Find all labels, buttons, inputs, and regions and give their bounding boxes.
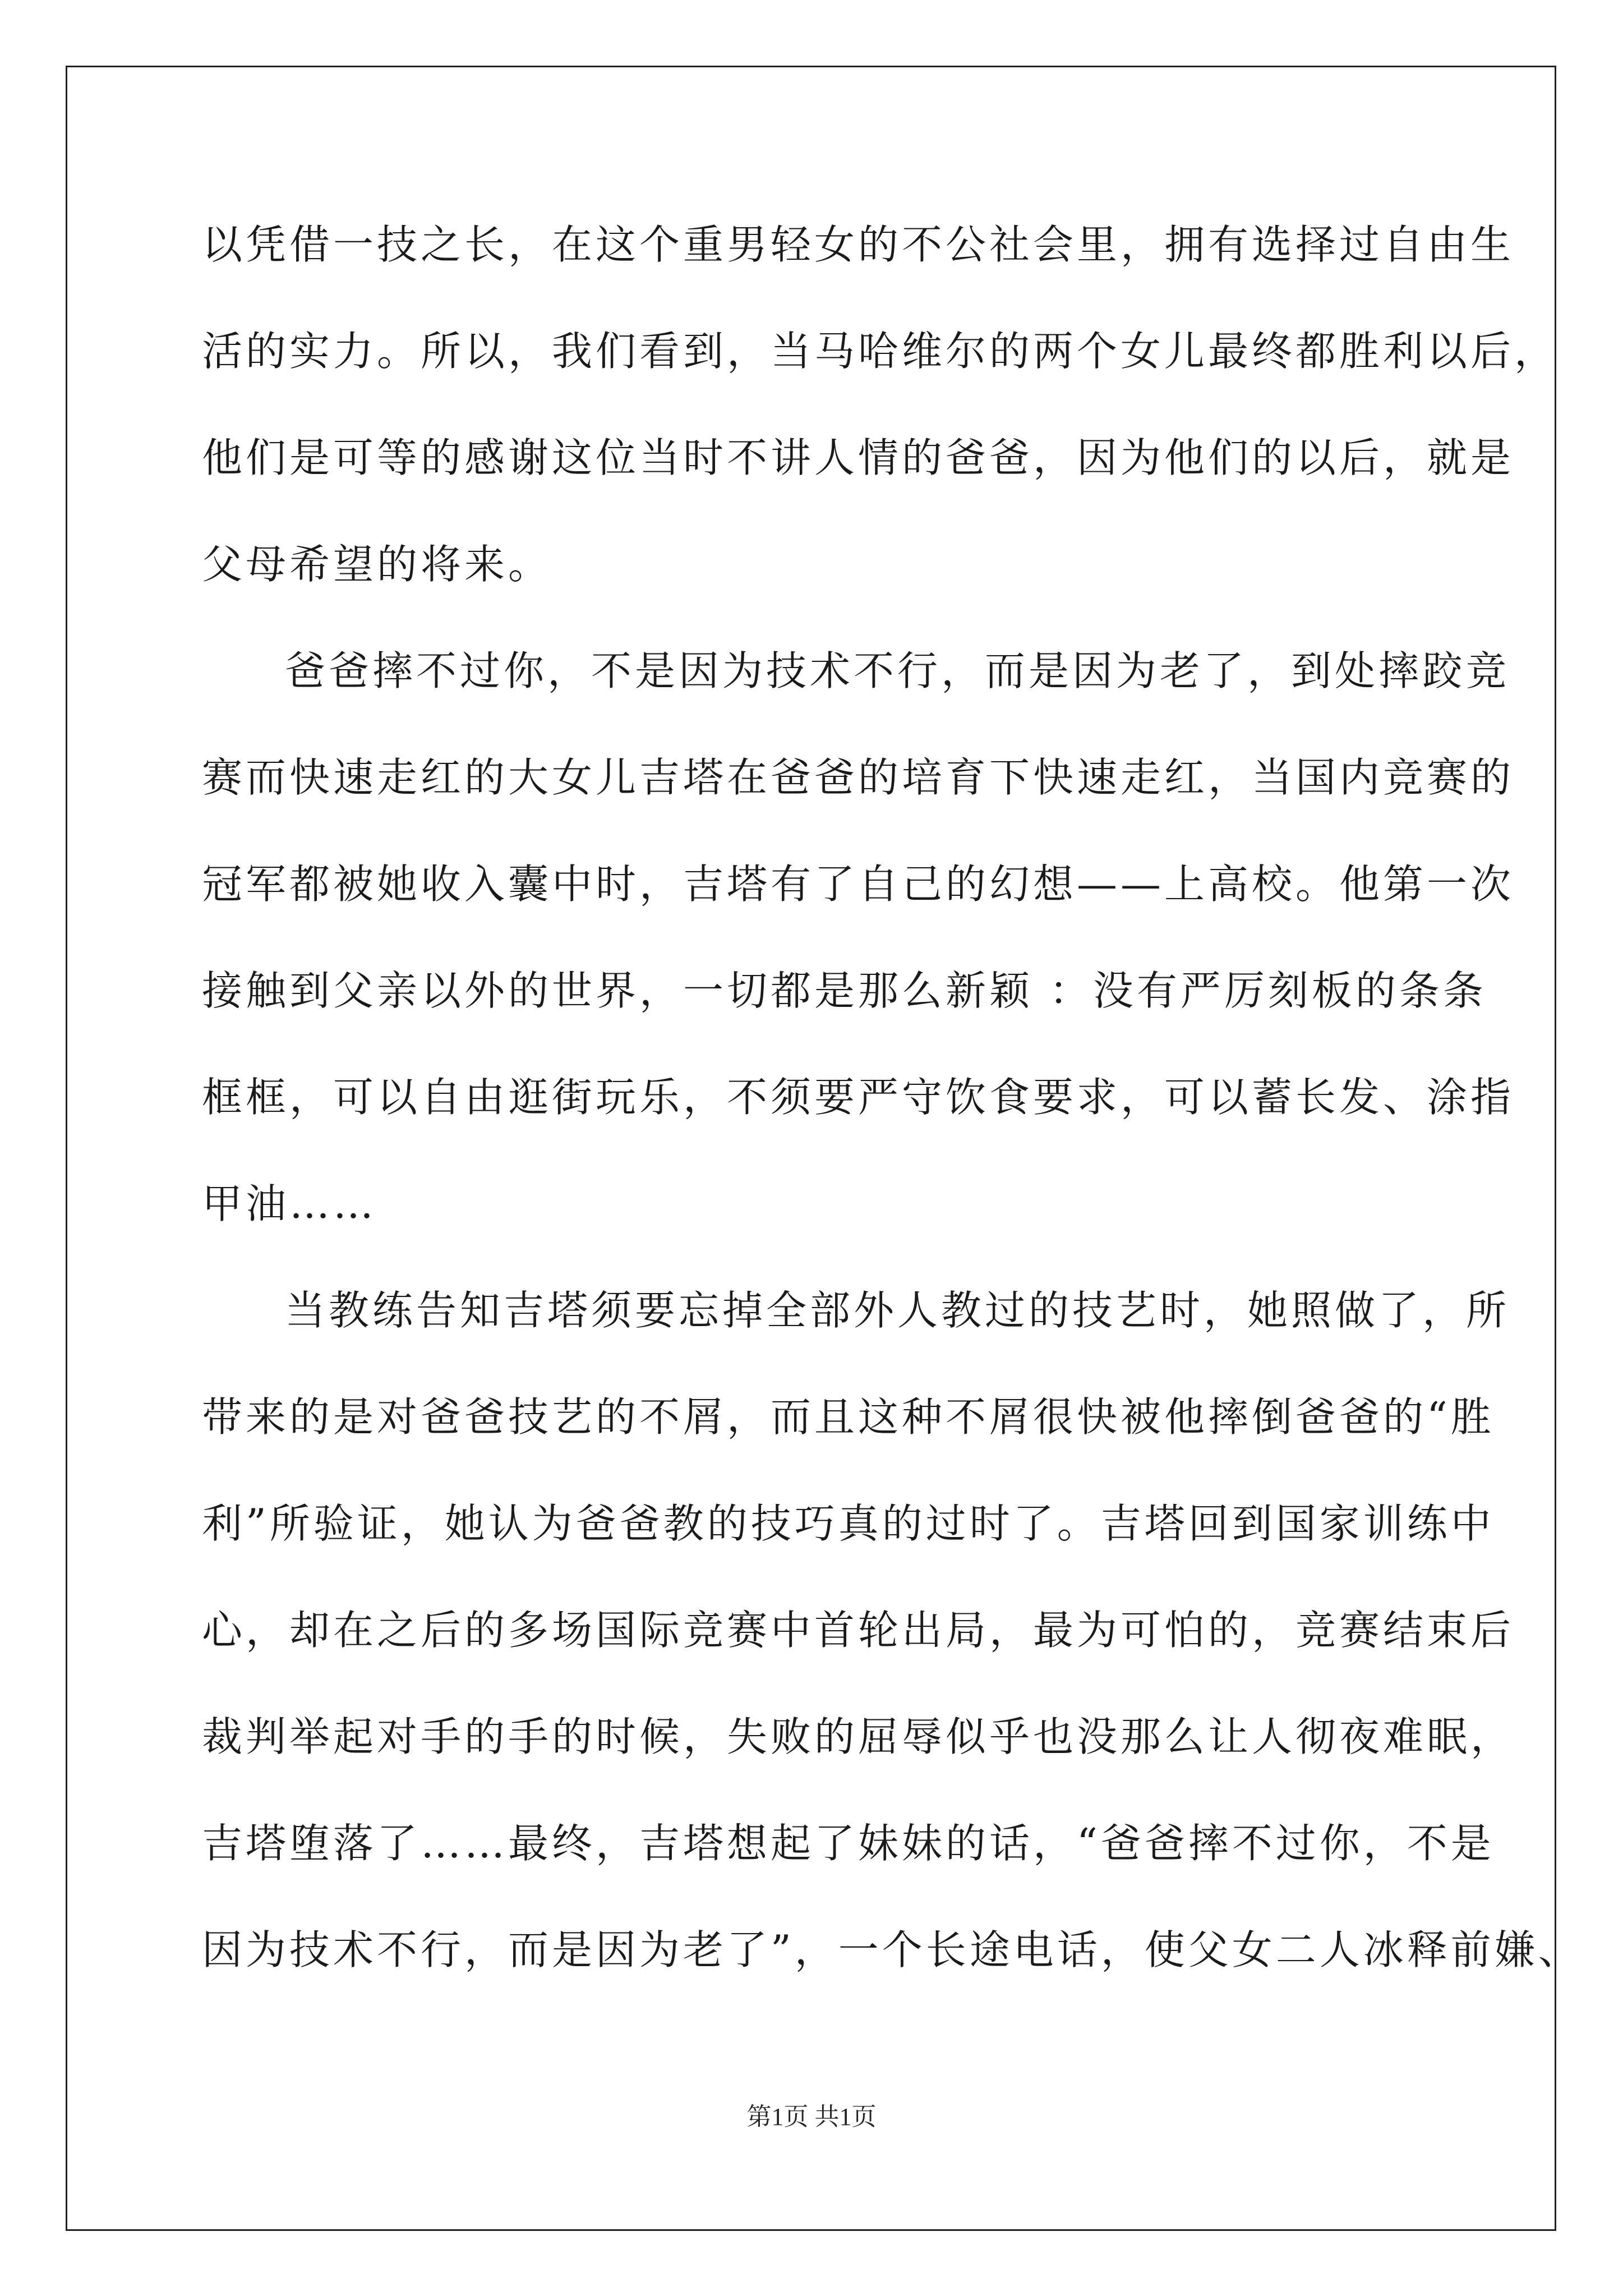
text-line: 框框，可以自由逛街玩乐，不须要严守饮食要求，可以蓄长发、涂指	[202, 1074, 1515, 1121]
text-line: 赛而快速走红的大女儿吉塔在爸爸的培育下快速走红，当国内竞赛的	[202, 754, 1515, 801]
text-line: 甲油……	[202, 1180, 377, 1227]
text-line: 心，却在之后的多场国际竞赛中首轮出局，最为可怕的，竞赛结束后	[202, 1607, 1515, 1654]
text-line: 当教练告知吉塔须要忘掉全部外人教过的技艺时，她照做了，所	[285, 1287, 1510, 1334]
text-line: 裁判举起对手的手的时候，失败的屈辱似乎也没那么让人彻夜难眠，	[202, 1713, 1515, 1760]
text-line: 因为技术不行，而是因为老了”，一个长途电话，使父女二人冰释前嫌、	[202, 1926, 1582, 1973]
text-line: 活的实力。所以，我们看到，当马哈维尔的两个女儿最终都胜利以后，	[202, 328, 1559, 375]
text-line: 冠军都被她收入囊中时，吉塔有了自己的幻想——上高校。他第一次	[202, 861, 1515, 908]
text-line: 吉塔堕落了……最终，吉塔想起了妹妹的话，“爸爸摔不过你，不是	[202, 1820, 1495, 1867]
text-line: 接触到父亲以外的世界，一切都是那么新颖 ：没有严厉刻板的条条	[202, 967, 1487, 1014]
text-line: 带来的是对爸爸技艺的不屑，而且这种不屑很快被他摔倒爸爸的“胜	[202, 1393, 1495, 1441]
text-line: 以凭借一技之长，在这个重男轻女的不公社会里，拥有选择过自由生	[202, 221, 1515, 268]
text-line: 利”所验证，她认为爸爸教的技巧真的过时了。吉塔回到国家训练中	[202, 1500, 1495, 1547]
text-line: 他们是可等的感谢这位当时不讲人情的爸爸，因为他们的以后，就是	[202, 434, 1515, 481]
page-footer: 第1页 共1页	[746, 2103, 877, 2131]
text-line: 爸爸摔不过你，不是因为技术不行，而是因为老了，到处摔跤竞	[285, 647, 1510, 694]
document-body	[202, 221, 1582, 2036]
text-line: 父母希望的将来。	[202, 541, 552, 588]
